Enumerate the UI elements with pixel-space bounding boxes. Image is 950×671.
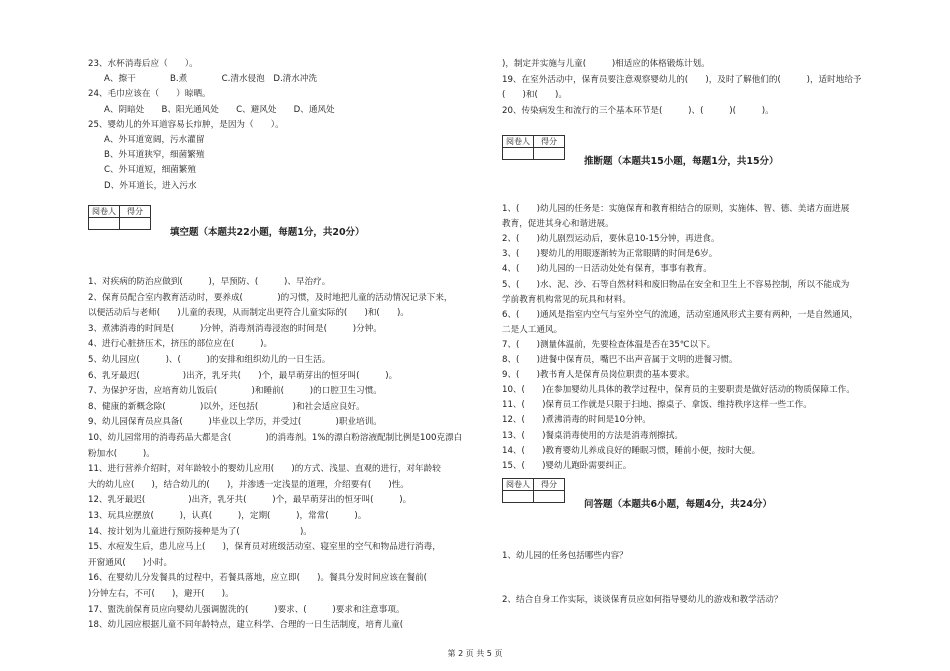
- fill-lines-line: 18、幼儿园应根据儿童不同年龄特点，建立科学、合理的一日生活制度，培育儿童(: [88, 620, 404, 631]
- right-top-line: 20、传染病发生和流行的三个基本环节是( )、( )( )。: [502, 105, 774, 116]
- fill-lines-line: 8、健康的新概念除( )以外，还包括( )和社会适应良好。: [88, 401, 365, 412]
- judge-lines-line: 3、( )婴幼儿的用眼逐渐转为正常眼睛的时间是6岁。: [502, 249, 718, 260]
- reviewer-label: 阅卷人: [89, 206, 120, 218]
- right-top-line: )，制定并实施与儿童( )相适应的体格锻炼计划。: [502, 59, 710, 69]
- fill-lines-line: 11、进行营养介绍时，对年龄较小的婴幼儿应用( )的方式、浅显、直观的进行，对年龄较: [88, 464, 441, 475]
- qa-line: 2、结合自身工作实际，谈谈保育员应如何指导婴幼儿的游戏和教学活动？: [502, 595, 783, 605]
- fill-lines-line: 大的幼儿应( )，结合幼儿的( )，并渗透一定浅显的道理，介绍要有( )性。: [88, 479, 409, 490]
- judge-lines-line: 5、( )水、泥、沙、石等自然材料和废旧物品在安全和卫生上不容易控制，所以不能成为: [502, 279, 850, 290]
- fill-lines-line: 3、煮沸消毒的时间是( )分钟，消毒剂消毒浸泡的时间是( )分钟。: [88, 323, 382, 334]
- left-top-line: C、外耳道短，细菌繁殖: [104, 165, 196, 176]
- judge-lines-line: 7、( )测量体温前，先要检查体温是否在35℃以下。: [502, 339, 716, 350]
- judge-lines-line: 教育，促进其身心和谐进展。: [502, 219, 614, 230]
- page-footer: 第 2 页 共 5 页: [447, 649, 503, 658]
- fill-lines-line: 14、按计划为儿童进行预防接种是为了( )。: [88, 526, 312, 537]
- left-top-line: B、外耳道狭窄，细菌繁殖: [104, 150, 205, 161]
- score-cell: [534, 148, 565, 160]
- fill-lines-line: 粉加水( )。: [88, 448, 155, 459]
- left-top-line: A、阴暗处 B、阳光通风处 C、避风处 D、通风处: [104, 104, 335, 115]
- score-box-fill: [88, 205, 151, 230]
- fill-lines-line: 6、乳牙最迟( )出齐，乳牙共( )个，最早萌芽出的恒牙叫( )。: [88, 370, 398, 381]
- judge-lines-line: 1、( )幼儿园的任务是：实施保育和教育相结合的原则，实施体、智、德、美诸方面进展: [502, 204, 850, 214]
- fill-section-title: 填空题（本题共22小题，每题1分，共20分）: [170, 227, 365, 238]
- judge-lines-line: 9、( )教书育人是保育员岗位职责的基本要求。: [502, 370, 695, 381]
- qa-section-title: 问答题（本题共6小题，每题4分，共24分）: [584, 499, 772, 510]
- fill-lines-line: 15、水痘发生后，患儿应马上( )，保育员对班级活动室、寝室里的空气和物品进行消毒，: [88, 542, 441, 553]
- fill-lines-line: 5、幼儿园应( )、( )的安排和组织幼儿的一日生活。: [88, 355, 331, 365]
- score-label: 得分: [534, 479, 565, 491]
- left-top-line: 24、毛巾应该在（ ）晾晒。: [88, 89, 211, 100]
- fill-lines-line: 9、幼儿园保育员应具备( )毕业以上学历，并受过( )职业培训。: [88, 417, 382, 428]
- fill-lines-line: 2、保育员配合室内教育活动时，要养成( )的习惯，及时地把儿童的活动情况记录下来，: [88, 292, 453, 303]
- left-top-line: 23、水杯消毒后应（ ）。: [88, 59, 198, 69]
- left-top-line: D、外耳道长，进入污水: [104, 180, 197, 191]
- judge-lines-line: 15、( )婴幼儿跑卧需要纠正。: [502, 460, 632, 471]
- qa-line: 1、幼儿园的任务包括哪些内容？: [502, 551, 628, 561]
- judge-lines-line: 2、( )幼儿剧烈运动后，要休息10-15分钟，再进食。: [502, 234, 720, 245]
- judge-section-title: 推断题（本题共15小题，每题1分，共15分）: [584, 156, 779, 167]
- fill-lines-line: 以便活动后与老师( )儿童的表现，从而制定出更符合儿童实际的( )和( )。: [88, 308, 409, 319]
- fill-lines-line: 12、乳牙最迟( )出齐，乳牙共( )个，最早萌芽出的恒牙叫( )。: [88, 495, 412, 506]
- score-box-qa: [502, 478, 565, 503]
- fill-lines-line: 1、对疾病的防治应做到( )，早预防、( )、早治疗。: [88, 277, 331, 287]
- left-top-line: A、擦干 B.煮 C.清水侵泡 D.清水冲洗: [104, 74, 318, 85]
- judge-lines-line: 13、( )餐桌消毒使用的方法是消毒剂擦拭。: [502, 430, 683, 441]
- left-top-line: 25、婴幼儿的外耳道容易长疖肿，是因为（ ）。: [88, 119, 284, 130]
- judge-lines-line: 二是人工通风。: [502, 324, 563, 335]
- fill-lines-line: 16、在婴幼儿分发餐具的过程中，若餐具落地，应立即( )。餐具分发时间应该在餐前(: [88, 573, 445, 584]
- judge-lines-line: 11、( )保育员工作就是只限于扫地、擦桌子、拿饭、维持秩序这样一些工作。: [502, 400, 812, 411]
- fill-lines-line: 10、幼儿园常用的消毒药品大都是含( )的消毒剂。1%的漂白粉溶液配制比例是100克漂白: [88, 433, 463, 443]
- reviewer-label: 阅卷人: [503, 479, 534, 491]
- fill-lines-line: )分钟左右，不可( )，避开( )。: [88, 589, 234, 599]
- fill-lines-line: 开窗通风( )小时。: [88, 557, 173, 568]
- judge-lines-line: 学前教育机构常见的玩具和材料。: [502, 294, 631, 305]
- score-label: 得分: [534, 136, 565, 148]
- score-cell: [534, 491, 565, 503]
- right-top-line: ( )和( )。: [502, 90, 567, 100]
- reviewer-cell: [89, 218, 120, 230]
- judge-lines-line: 12、( )煮沸消毒的时间是10分钟。: [502, 415, 651, 426]
- judge-lines-line: 10、( )在参加婴幼儿具体的教学过程中，保育员的主要职责是做好活动的物质保障工作。: [502, 385, 855, 396]
- fill-lines-line: 13、玩具应摆放( )，认真( )，定期( )，常常( )。: [88, 511, 367, 521]
- left-top-line: A、外耳道宽阔，污水灌留: [104, 135, 205, 145]
- judge-lines-line: 6、( )通风是指室内空气与室外空气的流通，活动室通风形式主要有两种，一是自然通风，: [502, 309, 858, 320]
- reviewer-cell: [503, 148, 534, 160]
- fill-lines-line: 17、盥洗前保育员应向婴幼儿强调盥洗的( )要求、( )要求和注意事项。: [88, 604, 405, 615]
- judge-lines-line: 8、( )进餐中保育员，嘴巴不出声音属于文明的进餐习惯。: [502, 355, 738, 365]
- score-box-judge: [502, 135, 565, 160]
- judge-lines-line: 14、( )教育婴幼儿养成良好的睡眠习惯，睡前小便，按时大便。: [502, 445, 761, 456]
- score-cell: [120, 218, 151, 230]
- right-top-line: 19、在室外活动中，保育员要注意观察婴幼儿的( )，及时了解他们的( )，适时地给予: [502, 74, 862, 85]
- judge-lines-line: 4、( )幼儿园的一日活动处处有保育，事事有教育。: [502, 264, 712, 275]
- score-label: 得分: [120, 206, 151, 218]
- reviewer-label: 阅卷人: [503, 136, 534, 148]
- reviewer-cell: [503, 491, 534, 503]
- fill-lines-line: 7、为保护牙齿，应培育幼儿饭后( )和睡前( )的口腔卫生习惯。: [88, 386, 382, 397]
- fill-lines-line: 4、进行心脏挤压术，挤压的部位应在( )。: [88, 339, 273, 350]
